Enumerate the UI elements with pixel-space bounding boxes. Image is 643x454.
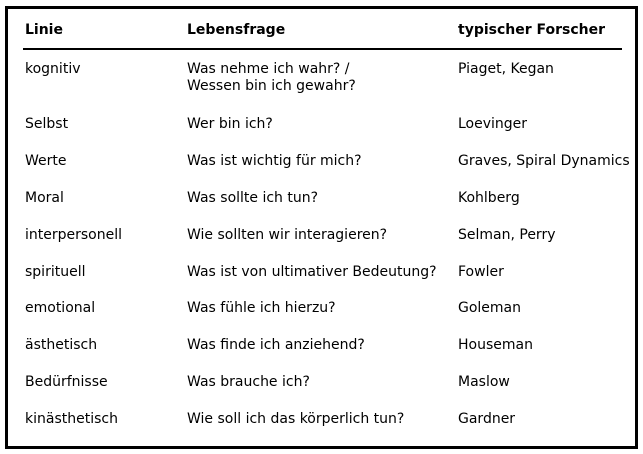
header-lebensfrage: Lebensfrage — [187, 22, 286, 38]
cell-forscher: Piaget, Kegan — [458, 61, 554, 77]
cell-frage: Wie soll ich das körperlich tun? — [187, 411, 405, 427]
cell-frage: Was ist von ultimativer Bedeutung? — [187, 264, 437, 280]
cell-forscher: Goleman — [458, 300, 522, 316]
cell-frage: Was fühle ich hierzu? — [187, 300, 336, 316]
cell-frage: Was ist wichtig für mich? — [187, 153, 362, 169]
cell-linie: Bedürfnisse — [25, 374, 108, 390]
header-rule — [23, 48, 622, 50]
cell-linie: ästhetisch — [25, 337, 98, 353]
cell-frage: Was sollte ich tun? — [187, 190, 319, 206]
cell-linie: Selbst — [25, 116, 69, 132]
cell-forscher: Loevinger — [458, 116, 528, 132]
cell-frage: Was finde ich anziehend? — [187, 337, 365, 353]
cell-forscher: Maslow — [458, 374, 510, 390]
cell-forscher: Gardner — [458, 411, 516, 427]
cell-frage-line2: Wessen bin ich gewahr? — [187, 78, 356, 94]
header-forscher: typischer Forscher — [458, 22, 606, 38]
cell-frage: Was brauche ich? — [187, 374, 310, 390]
cell-frage: Was nehme ich wahr? / — [187, 61, 350, 77]
cell-frage: Wie sollten wir interagieren? — [187, 227, 388, 243]
cell-frage: Wer bin ich? — [187, 116, 273, 132]
cell-linie: kinästhetisch — [25, 411, 118, 427]
table-header — [8, 9, 635, 50]
cell-forscher: Fowler — [458, 264, 504, 280]
cell-forscher: Selman, Perry — [458, 227, 556, 243]
cell-forscher: Graves, Spiral Dynamics — [458, 153, 630, 169]
cell-forscher: Houseman — [458, 337, 533, 353]
cell-linie: kognitiv — [25, 61, 81, 77]
table-frame — [5, 6, 638, 449]
cell-linie: interpersonell — [25, 227, 123, 243]
cell-linie: Werte — [25, 153, 67, 169]
cell-forscher: Kohlberg — [458, 190, 520, 206]
cell-linie: Moral — [25, 190, 64, 206]
header-linie: Linie — [25, 22, 63, 38]
cell-linie: spirituell — [25, 264, 86, 280]
cell-linie: emotional — [25, 300, 96, 316]
